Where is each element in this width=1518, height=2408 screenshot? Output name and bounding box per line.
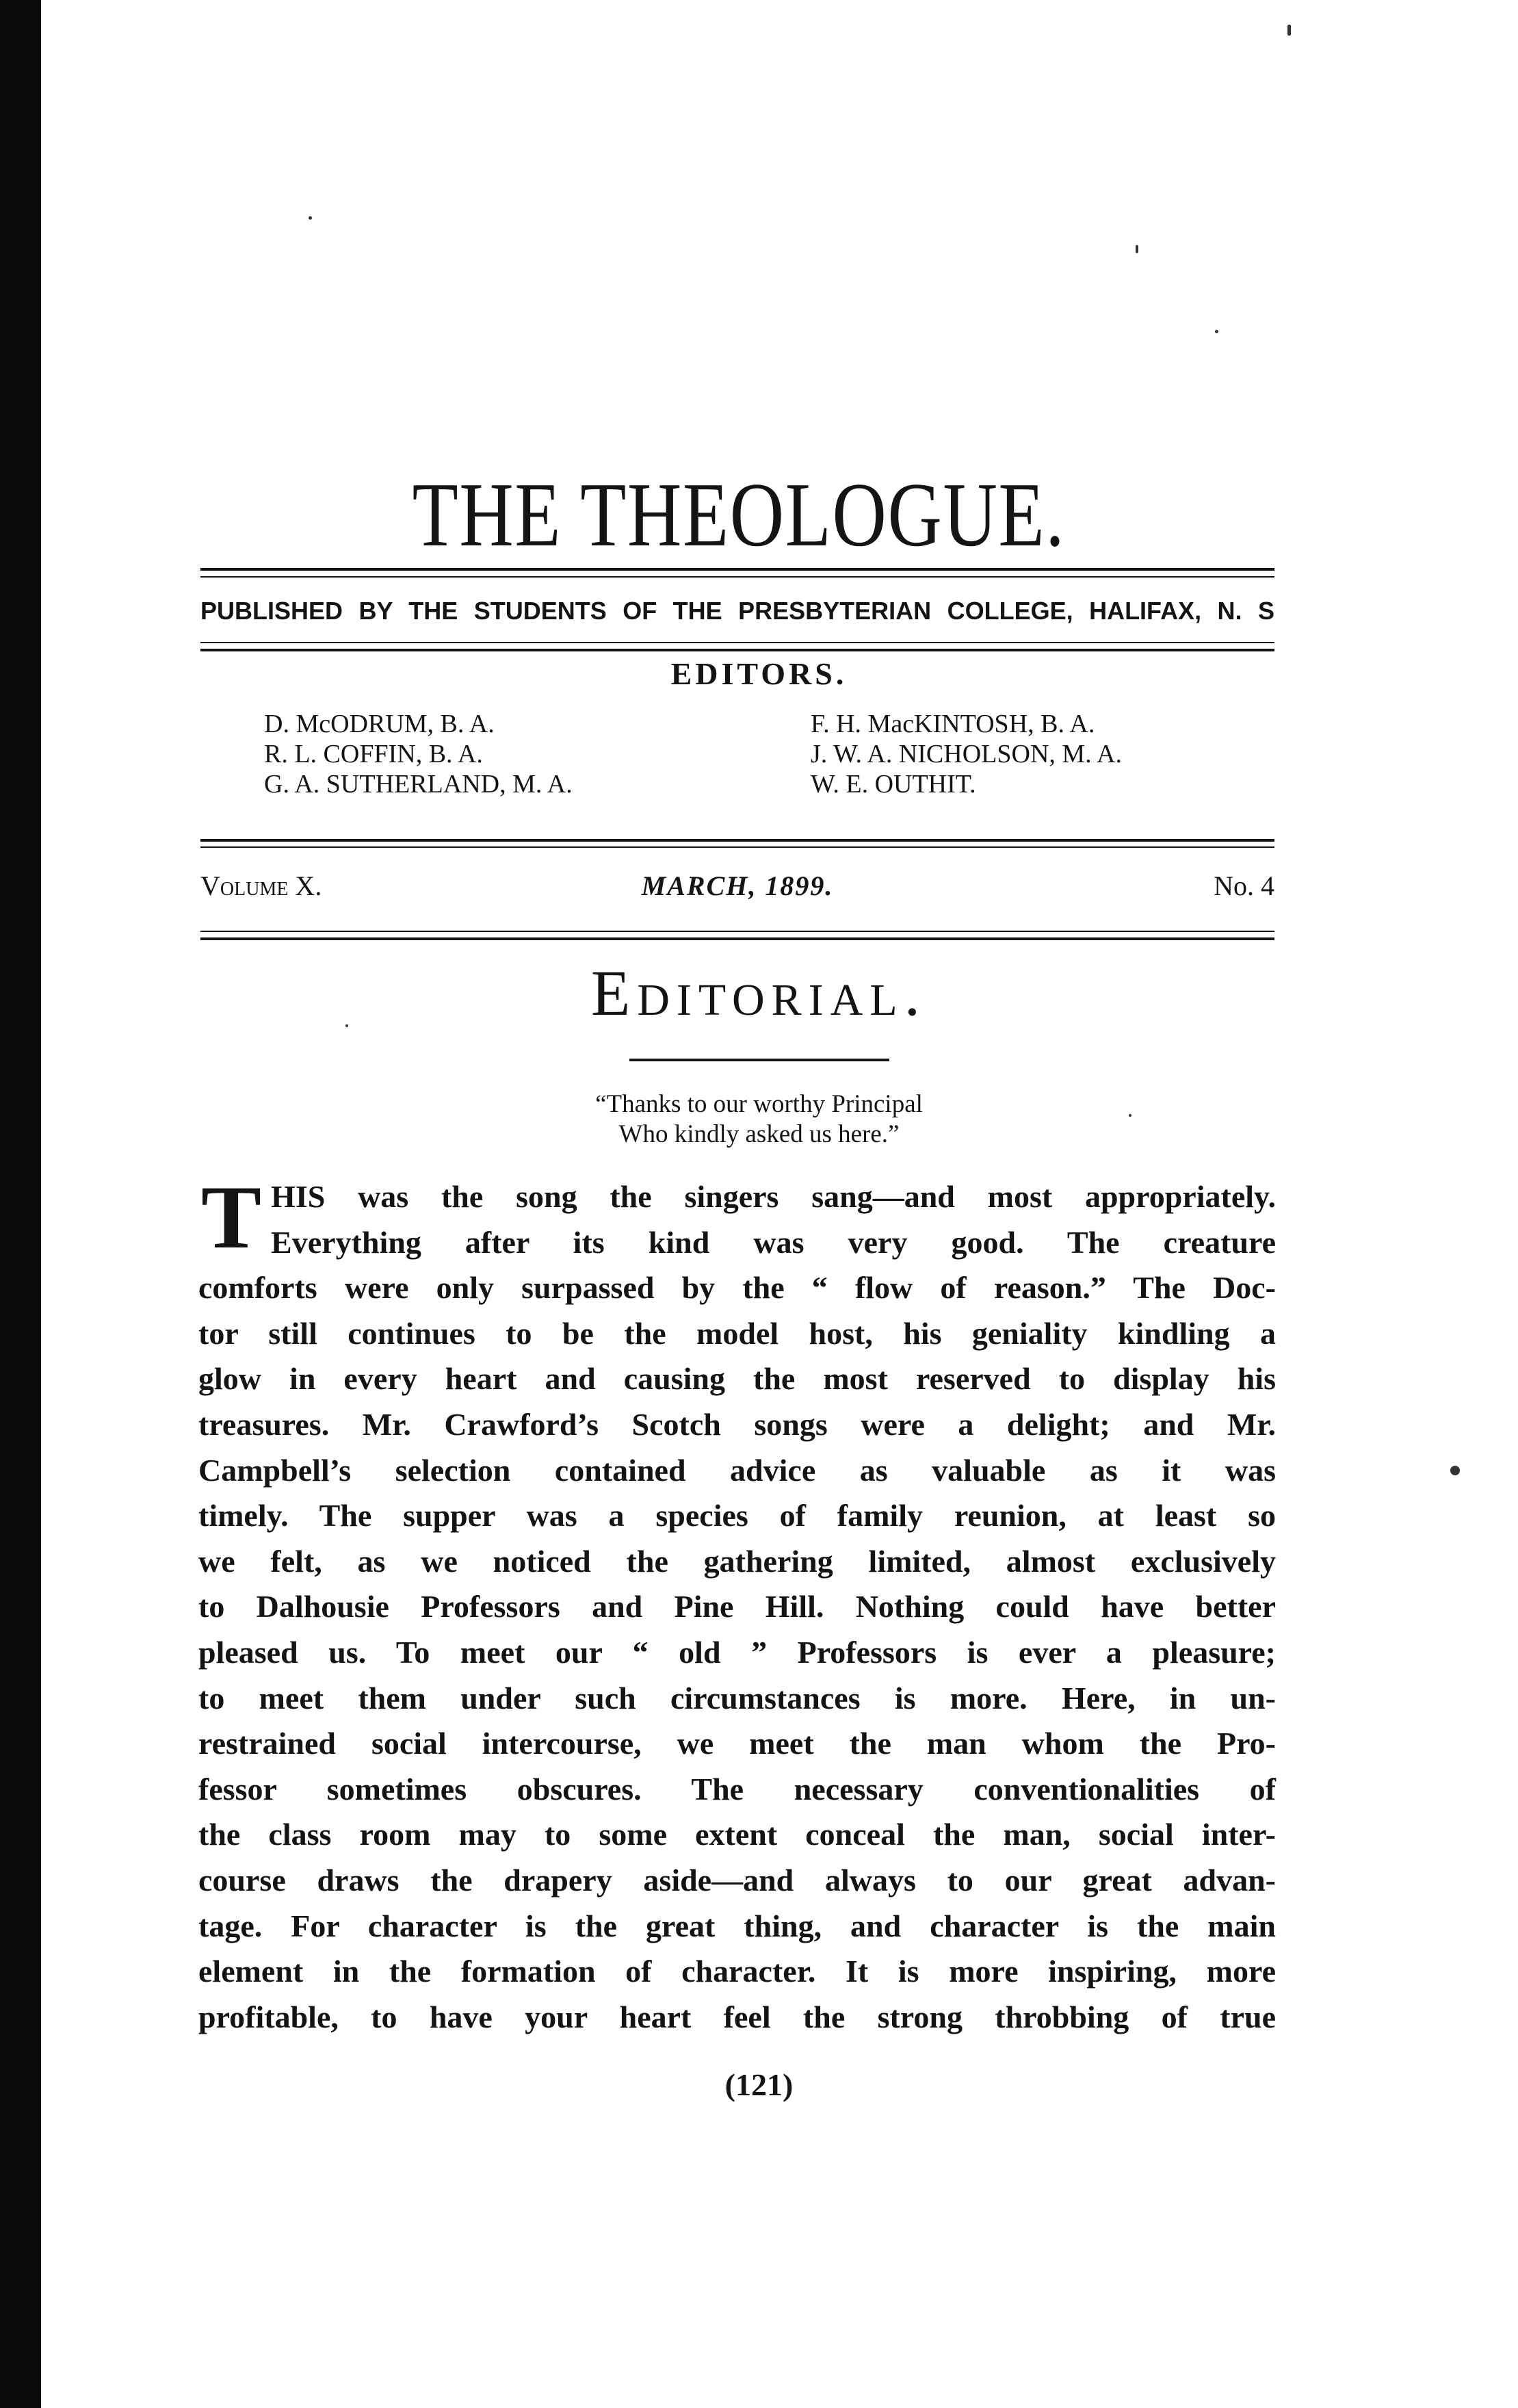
article-line: treasures. Mr. Crawford’s Scotch songs were a delight; and Mr.	[198, 1406, 1276, 1442]
issue-number: No. 4	[1214, 870, 1274, 901]
quote-line: “Thanks to our worthy Principal	[595, 1090, 923, 1118]
editors-rule-thin	[200, 846, 1274, 848]
article-line: profitable, to have your heart feel the strong throbbing of true	[198, 1999, 1276, 2034]
issue-date: MARCH, 1899.	[641, 870, 834, 901]
volume-label: Volume X.	[200, 870, 322, 901]
subtitle-text: PUBLISHED BY THE STUDENTS OF THE PRESBYTERIAN COLLEGE, HALIFAX, N. S	[200, 597, 1274, 625]
article-line: tage. For character is the great thing, and character is the main	[198, 1908, 1276, 1943]
article-line: glow in every heart and causing the most reserved to display his	[198, 1361, 1276, 1397]
editor-name: F. H. MacKINTOSH, B. A.	[811, 710, 1095, 738]
article-line: comforts were only surpassed by the “ flow of reason.” The Doc-	[198, 1270, 1276, 1306]
journal-title: THE THEOLOGUE.	[412, 464, 1066, 565]
title-rule-top	[200, 568, 1274, 571]
page-number: (121)	[724, 2067, 794, 2102]
section-rule	[629, 1059, 889, 1061]
article-line: Campbell’s selection contained advice as valuable as it was	[198, 1452, 1276, 1488]
article-line: course draws the drapery aside—and always to our great advan-	[198, 1862, 1276, 1898]
editor-name: D. McODRUM, B. A.	[264, 710, 495, 738]
article-line: restrained social intercourse, we meet the man whom the Pro-	[198, 1726, 1276, 1761]
article-line: we felt, as we noticed the gathering limited, almost exclusively	[198, 1543, 1276, 1579]
article-line: element in the formation of character. It is more inspiring, more	[198, 1954, 1276, 1989]
subtitle-rule	[200, 642, 1274, 643]
print-speck	[309, 216, 312, 220]
editors-left-column	[264, 709, 573, 799]
editors-rule	[200, 839, 1274, 842]
book-binding-edge	[0, 0, 41, 2408]
editor-name: G. A. SUTHERLAND, M. A.	[264, 770, 573, 799]
print-speck	[1136, 245, 1138, 253]
quote-line: Who kindly asked us here.”	[618, 1120, 900, 1148]
print-speck	[1287, 25, 1291, 36]
article-line: the class room may to some extent conceal the man, social inter-	[198, 1817, 1276, 1852]
article-line: fessor sometimes obscures. The necessary conventionalities of	[198, 1771, 1276, 1807]
editor-name: R. L. COFFIN, B. A.	[264, 740, 483, 768]
print-speck	[1215, 330, 1218, 333]
editor-name: W. E. OUTHIT.	[811, 770, 976, 799]
editor-name: J. W. A. NICHOLSON, M. A.	[811, 740, 1123, 768]
print-speck	[1450, 1466, 1460, 1475]
section-heading: Editorial.	[590, 958, 928, 1029]
article-line: tor still continues to be the model host, his geniality kindling a	[198, 1315, 1276, 1351]
issue-rule-thick	[200, 937, 1274, 940]
article-line: pleased us. To meet our “ old ” Professors is ever a pleasure;	[198, 1634, 1276, 1670]
drop-cap: T	[201, 1167, 262, 1267]
title-rule-top-thin	[200, 576, 1274, 578]
article-line: to Dalhousie Professors and Pine Hill. Nothing could have better	[198, 1589, 1276, 1624]
journal-subtitle	[200, 594, 1274, 628]
article-body	[198, 1167, 1276, 2040]
article-line: to meet them under such circumstances is more. Here, in un-	[198, 1680, 1276, 1716]
epigraph-quote	[0, 1089, 1518, 1150]
article-line: HIS was the song the singers sang—and most appropriately.	[271, 1179, 1276, 1214]
subtitle-rule-thick	[200, 649, 1274, 651]
editors-right-column	[811, 709, 1122, 799]
article-line: Everything after its kind was very good. The creature	[271, 1224, 1276, 1260]
editors-heading: EDITORS.	[670, 656, 848, 691]
article-line: timely. The supper was a species of family reunion, at least so	[198, 1498, 1276, 1533]
issue-rule	[200, 931, 1274, 932]
